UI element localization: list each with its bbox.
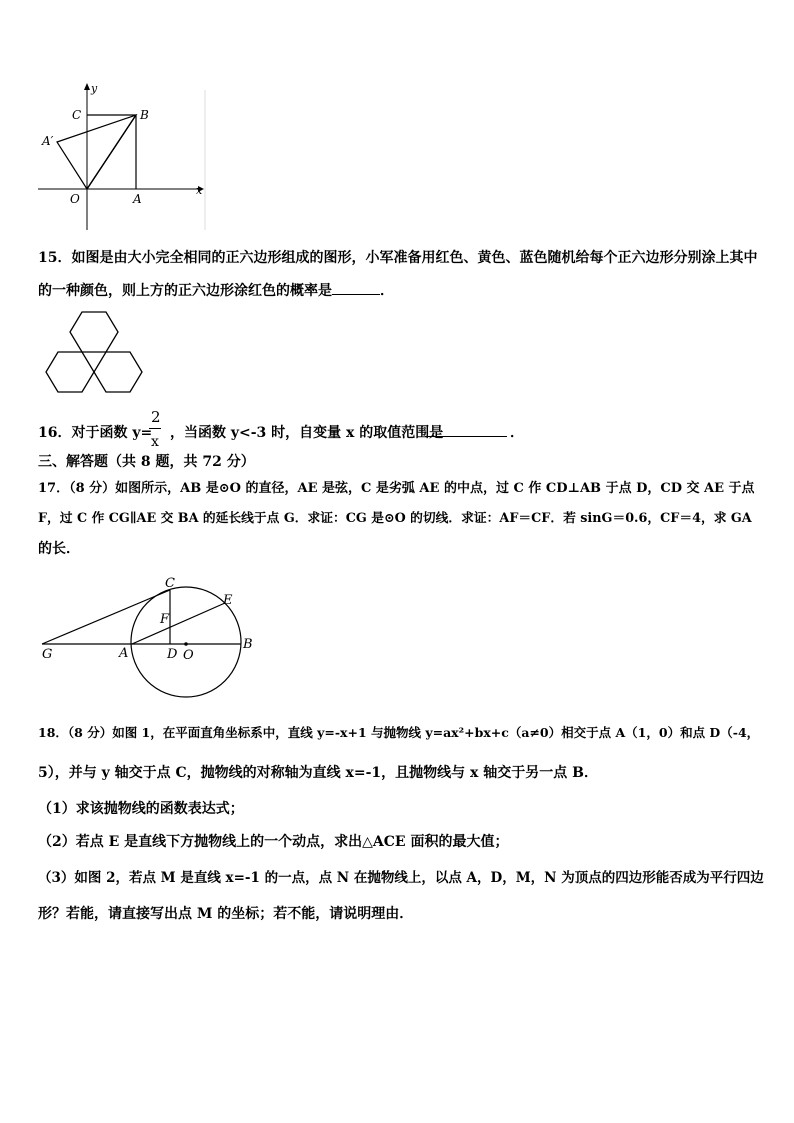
label-b: B [140, 108, 149, 122]
label-d: D [167, 647, 178, 662]
q16-answer-blank[interactable] [425, 422, 507, 437]
q18-sub3-line1: （3）如图 2，若点 M 是直线 x=-1 的一点，点 N 在抛物线上，以点 A，D，M，N 为顶点的四边形能否成为平行四边 [38, 870, 764, 886]
q15-line2-text: 的一种颜色，则上方的正六边形涂红色的概率是 [38, 283, 332, 299]
label-c: C [165, 576, 175, 591]
label-g: G [42, 647, 53, 662]
hexagon-bottom-left [46, 352, 94, 392]
q18-sub2: （2）若点 E 是直线下方抛物线上的一个动点，求出△ACE 面积的最大值； [38, 834, 509, 850]
q18-line1: 18．（8 分）如图 1，在平面直角坐标系中，直线 y=-x+1 与抛物线 y=ax²+bx+c（a≠0）相交于点 A（1，0）和点 D（-4， [38, 725, 760, 740]
diagonal-ob [87, 115, 136, 189]
y-axis-arrow [84, 83, 90, 90]
label-x: x [196, 184, 203, 197]
q18-line2: 5），并与 y 轴交于点 C，抛物线的对称轴为直线 x=-1，且抛物线与 x 轴交于另一点 B． [38, 765, 598, 781]
hexagon-top [70, 312, 118, 352]
label-c: C [72, 108, 82, 122]
circle-figure [36, 575, 266, 700]
label-o: O [70, 192, 80, 206]
q15-answer-blank[interactable] [332, 280, 380, 295]
q16-fraction-numerator: 2 [151, 408, 161, 426]
q16 [38, 408, 598, 454]
label-a: A [119, 646, 129, 661]
section-title: 三、解答题（共 8 题，共 72 分） [38, 454, 255, 470]
q18-sub3-line2: 形？若能，请直接写出点 M 的坐标；若不能，请说明理由． [38, 906, 414, 922]
center-point-o [184, 642, 188, 646]
q17-line1: 17．（8 分）如图所示，AB 是⊙O 的直径，AE 是弦，C 是劣弧 AE 的中点，过 C 作 CD⊥AB 于点 D，CD 交 AE 于点 [38, 481, 755, 496]
hexagon-bottom-right [94, 352, 142, 392]
hexagon-figure [44, 308, 146, 400]
label-f: F [160, 612, 170, 627]
q16-fraction-denominator: x [151, 434, 159, 450]
q15-line1: 15．如图是由大小完全相同的正六边形组成的图形，小军准备用红色、黄色、蓝色随机给每个正六边形分别涂上其中 [38, 250, 758, 266]
label-a-prime: A′ [42, 134, 54, 148]
label-b: B [243, 637, 253, 652]
label-e: E [223, 593, 233, 608]
q15-line2 [38, 280, 394, 300]
label-a: A [133, 192, 142, 206]
q17-line2: F，过 C 作 CG∥AE 交 BA 的延长线于点 G．求证：CG 是⊙O 的切线．求证：AF＝CF．若 sinG＝0.6，CF＝4，求 GA [38, 511, 752, 526]
q16-fraction-bar [149, 428, 161, 429]
q16-suffix: ． [510, 425, 524, 441]
triangle-oa-prime-b [57, 115, 136, 189]
q17-line3: 的长． [38, 541, 80, 557]
line-ae [132, 603, 225, 644]
label-y: y [91, 82, 98, 95]
label-o: O [183, 648, 194, 663]
coordinate-figure [30, 80, 210, 235]
q18-sub1: （1）求该抛物线的函数表达式； [38, 801, 244, 817]
q15-line2-end: ． [380, 283, 394, 299]
q16-middle: ，当函数 y<-3 时，自变量 x 的取值范围是 [170, 425, 444, 441]
q16-prefix: 16．对于函数 y= [38, 425, 153, 441]
